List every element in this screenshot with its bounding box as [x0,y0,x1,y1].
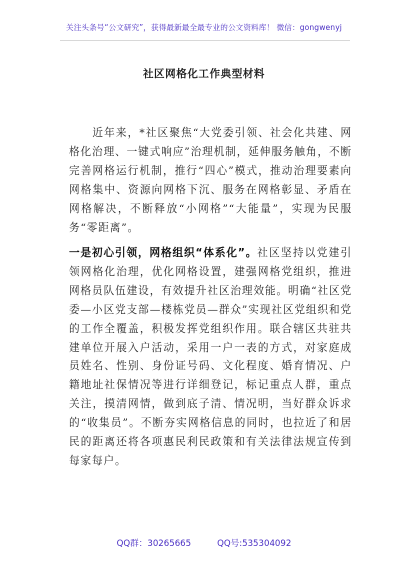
header-divider [60,40,350,41]
header-banner: 关注头条号“公文研究”，获得最新最全最专业的公文资料库！ 微信：gongwenyj [66,23,342,32]
paragraph-point-one [69,244,352,471]
document-title: 社区网格化工作典型材料 [142,68,266,80]
footer-contact [0,537,408,549]
paragraph-text: 社区坚持以党建引领网格化治理，优化网格设置，建强网格党组织，推进网格员队伍建设，有效提升社区治理效能。明确“社区党委—小区党支部—楼栋党员—群众”实现社区党组织和党的工作全覆盖，积极发挥党组织作用。联合辖区共驻共建单位开展入户活动，采用一户一表的方式，对家庭成员姓名、性别、身份证号码、文化程度、婚育情况、户籍地址社保情况等进行详细登记，标记重点人群，重点关注，摸清网情，做到底子清、情况明，当好群众诉求的“收集员”。不断夯实网格信息的同时，也拉近了和居民的距离还将各项惠民利民政策和有关法律法规宣传到每家每户。 [69,247,352,467]
paragraph-lead-heading: 一是初心引领，网格组织“体系化”。 [69,247,258,259]
paragraph-text: 近年来，*社区聚焦“大党委引领、社会化共建、网格化治理、一键式响应”治理机制，延伸服务触角，不断完善网格运行机制，推行“四心”模式，推动治理要素向网格集中、资源向网格下沉、服务在网格彰显、矛盾在网格解决，不断释放“小网格”“大能量”，实现为民服务“零距离”。 [69,127,352,234]
paragraph-intro [69,124,352,237]
qq-group-text: QQ群：30265665 [116,539,192,549]
qq-number-text: QQ号:535304092 [217,539,292,549]
